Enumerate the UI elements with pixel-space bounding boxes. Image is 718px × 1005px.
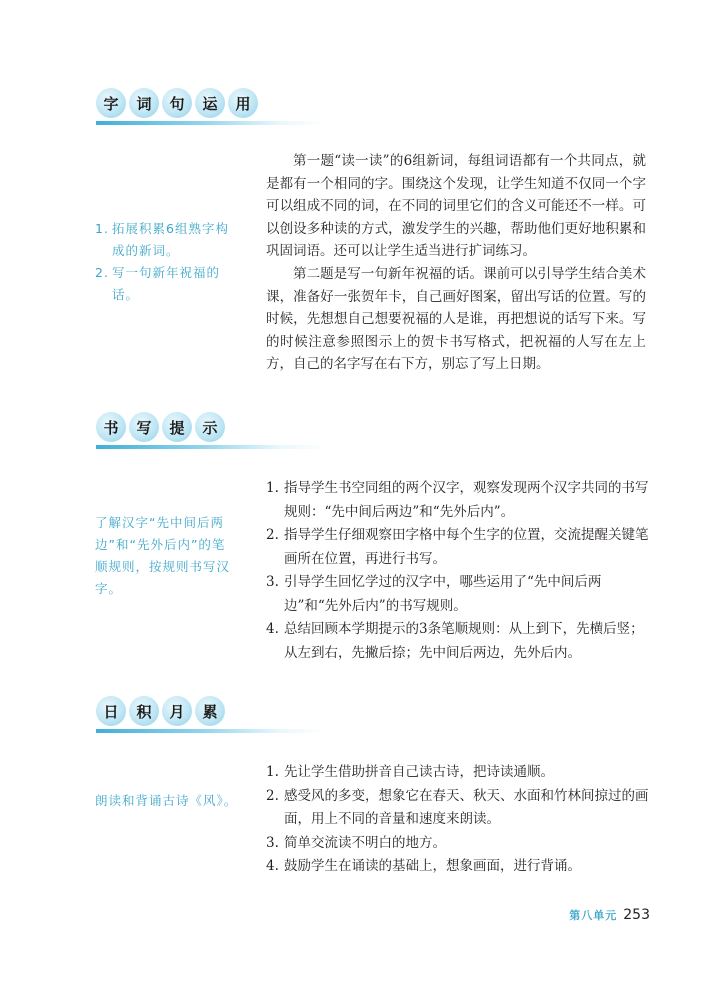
list-item — [266, 855, 650, 879]
list-item-number: 4. — [266, 858, 279, 874]
list-item-text: 先让学生借助拼音自己读古诗，把诗读通顺。 — [284, 764, 554, 780]
sidebar-goal-number: 1. — [95, 221, 109, 236]
header-divider — [96, 121, 326, 125]
header-divider — [96, 445, 326, 449]
sidebar-goals-2 — [95, 512, 238, 600]
page-footer — [569, 907, 650, 923]
sidebar-goal-item — [95, 262, 237, 306]
list-item — [266, 785, 650, 832]
body-paragraph: 第一题“读一读”的6组新词，每组词语都有一个共同点，就是都有一个相同的字。围绕这个发现，让学生知道不仅同一个字可以组成不同的词，在不同的词里它们的含义可能还不一样。可以创设多种读的方式，激发学生的兴趣，帮助他们更好地积累和巩固词语。还可以让学生适当进行扩词练习。 — [266, 153, 646, 260]
header-char: 示 — [195, 412, 225, 442]
header-char: 书 — [96, 412, 126, 442]
body-paragraph: 第二题是写一句新年祝福的话。课前可以引导学生结合美术课，准备好一张贺年卡，自己画好图案，留出写话的位置。写的时候，先想想自己想要祝福的人是谁，再把想说的话写下来。写的时候注意参照图示上的贺卡书写格式，把祝福的人写在左上方，自己的名字写在右下方，别忘了写上日期。 — [266, 265, 646, 373]
list-item — [266, 524, 650, 571]
list-item — [266, 761, 650, 785]
header-char: 字 — [96, 88, 126, 118]
header-char: 日 — [96, 696, 126, 726]
list-item-text: 简单交流读不明白的地方。 — [284, 834, 446, 851]
header-char: 积 — [129, 696, 159, 726]
page-number: 253 — [623, 907, 650, 923]
list-item-number: 3. — [266, 574, 279, 590]
list-item-number: 2. — [266, 787, 279, 804]
sidebar-goal-text: 了解汉字“先中间后两边”和“先外后内”的笔顺规则，按规则书写汉字。 — [95, 515, 231, 596]
sidebar-goals-3 — [95, 790, 238, 812]
list-item-number: 1. — [266, 764, 279, 780]
header-char: 累 — [195, 696, 225, 726]
list-item-number: 3. — [266, 834, 279, 851]
header-divider — [96, 729, 326, 733]
list-item — [266, 832, 650, 856]
list-item-text: 指导学生书空同组的两个汉字，观察发现两个汉字共同的书写规则：“先中间后两边”和“先外后内”。 — [284, 480, 649, 520]
list-item-number: 2. — [266, 527, 279, 543]
section-body-1 — [266, 150, 646, 376]
section-list-2 — [266, 477, 650, 665]
header-char: 提 — [162, 412, 192, 442]
sidebar-goal-text: 拓展积累6组熟字构成的新词。 — [112, 221, 229, 258]
header-char: 运 — [195, 88, 225, 118]
section-list-3 — [266, 761, 650, 879]
list-item — [266, 618, 650, 665]
header-char: 写 — [129, 412, 159, 442]
list-item-text: 鼓励学生在诵读的基础上，想象画面，进行背诵。 — [284, 858, 581, 874]
list-item-number: 4. — [266, 621, 279, 637]
list-item-text: 指导学生仔细观察田字格中每个生字的位置，交流提醒关键笔画所在位置，再进行书写。 — [284, 527, 649, 567]
list-item-number: 1. — [266, 480, 279, 496]
list-item-text: 感受风的多变，想象它在春天、秋天、水面和竹林间掠过的画面，用上不同的音量和速度来朗读。 — [284, 787, 649, 827]
header-char: 句 — [162, 88, 192, 118]
sidebar-goal-item — [95, 218, 237, 262]
list-item — [266, 571, 650, 618]
sidebar-goal-text: 朗读和背诵古诗《风》。 — [95, 793, 238, 808]
header-char: 用 — [228, 88, 258, 118]
sidebar-goal-text: 写一句新年祝福的话。 — [112, 265, 221, 302]
sidebar-goals-1 — [95, 218, 237, 306]
header-char: 词 — [129, 88, 159, 118]
sidebar-goal-number: 2. — [95, 265, 109, 280]
unit-label: 第八单元 — [569, 909, 618, 922]
header-char: 月 — [162, 696, 192, 726]
list-item-text: 引导学生回忆学过的汉字中，哪些运用了“先中间后两边”和“先外后内”的书写规则。 — [284, 574, 602, 614]
list-item — [266, 477, 650, 524]
list-item-text: 总结回顾本学期提示的3条笔顺规则：从上到下，先横后竖；从左到右，先撇后捺；先中间后两边，先外后内。 — [284, 621, 644, 661]
